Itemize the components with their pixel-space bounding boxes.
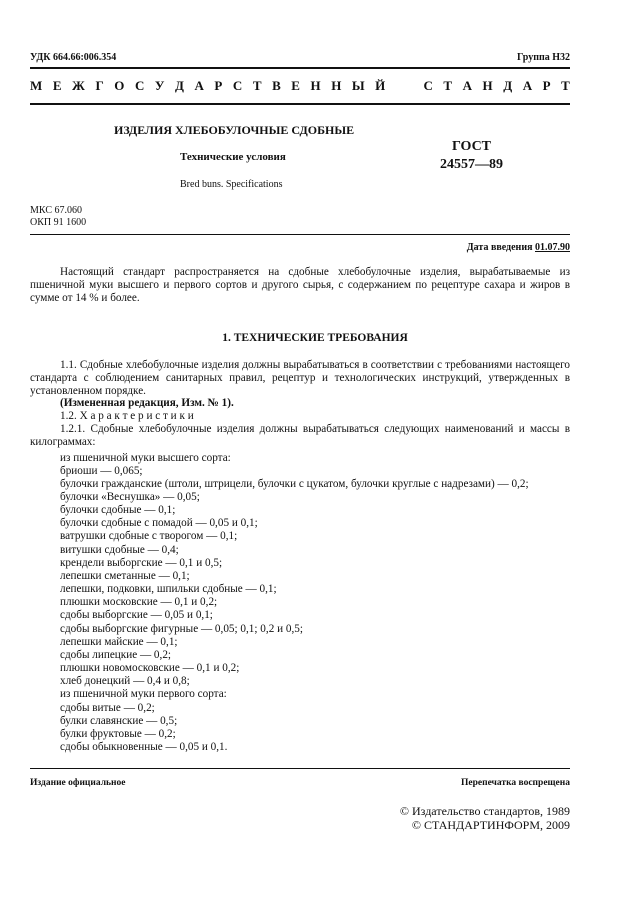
banner-divider bbox=[30, 103, 570, 105]
date-value: 01.07.90 bbox=[535, 242, 570, 253]
list-item: булки славянские — 0,5; bbox=[60, 715, 178, 727]
gost-block bbox=[440, 138, 503, 174]
banner-text: М Е Ж Г О С У Д А Р С Т В Е Н Н Ы Й С Т А Н Д А Р Т bbox=[30, 78, 570, 93]
list-item: плюшки новомосковские — 0,1 и 0,2; bbox=[60, 662, 240, 674]
english-title: Bred buns. Specifications bbox=[180, 179, 283, 190]
list-item: лепешки сметанные — 0,1; bbox=[60, 570, 190, 582]
clause-1-2: 1.2. Х а р а к т е р и с т и к и bbox=[60, 410, 194, 422]
copyright-1989: © Издательство стандартов, 1989 bbox=[399, 804, 570, 818]
group-code: Группа Н32 bbox=[517, 52, 570, 63]
list-item: лепешки майские — 0,1; bbox=[60, 636, 178, 648]
effective-date bbox=[467, 242, 570, 253]
copyright-2009: © СТАНДАРТИНФОРМ, 2009 bbox=[411, 818, 570, 832]
codes-divider bbox=[30, 234, 570, 235]
intro-paragraph: Настоящий стандарт распространяется на сдобные хлебобулочные изделия, вырабатываемые из пшеничной муки высшего и первого сортов и другого сырья, с содержанием по рецептуре сахара и жиров в сумме от 14 % и более. bbox=[30, 266, 570, 304]
list-item: бриоши — 0,065; bbox=[60, 465, 143, 477]
list-item: крендели выборгские — 0,1 и 0,5; bbox=[60, 557, 223, 569]
list-item: булочки гражданские (штоли, штрицели, булочки с цукатом, булочки круглые с надрезами) — 0,2; bbox=[60, 478, 529, 490]
mks-code: МКС 67.060 bbox=[30, 205, 82, 216]
list-item: булочки сдобные с помадой — 0,05 и 0,1; bbox=[60, 517, 258, 529]
list-item: из пшеничной муки высшего сорта: bbox=[60, 452, 231, 464]
official-edition: Издание официальное bbox=[30, 778, 126, 788]
revision-note: (Измененная редакция, Изм. № 1). bbox=[60, 397, 234, 409]
list-item: сдобы выборгские — 0,05 и 0,1; bbox=[60, 609, 213, 621]
list-item: сдобы витые — 0,2; bbox=[60, 702, 155, 714]
date-label: Дата введения bbox=[466, 242, 533, 253]
list-item: лепешки, подковки, шпильки сдобные — 0,1; bbox=[60, 583, 277, 595]
list-item: булочки «Веснушка» — 0,05; bbox=[60, 491, 200, 503]
gost-label: ГОСТ bbox=[451, 139, 492, 154]
clause-1-1: 1.1. Сдобные хлебобулочные изделия должны вырабатываться в соответствии с требованиями настоящего стандарта с соблюдением санитарных правил, рецептур и технологических инструкций, утвержденных в установленном порядке. bbox=[30, 359, 570, 397]
list-item: сдобы выборгские фигурные — 0,05; 0,1; 0,2 и 0,5; bbox=[60, 623, 303, 635]
list-item: витушки сдобные — 0,4; bbox=[60, 544, 179, 556]
footer-divider bbox=[30, 768, 570, 769]
interstate-standard-banner bbox=[30, 78, 570, 94]
section-heading: 1. ТЕХНИЧЕСКИЕ ТРЕБОВАНИЯ bbox=[222, 332, 408, 344]
list-item: плюшки московские — 0,1 и 0,2; bbox=[60, 596, 218, 608]
list-item: из пшеничной муки первого сорта: bbox=[60, 688, 227, 700]
udk-code: УДК 664.66:006.354 bbox=[30, 52, 117, 63]
okp-code: ОКП 91 1600 bbox=[30, 217, 87, 228]
list-item: хлеб донецкий — 0,4 и 0,8; bbox=[60, 675, 190, 687]
list-item: сдобы липецкие — 0,2; bbox=[60, 649, 172, 661]
document-subtitle: Технические условия bbox=[180, 151, 286, 163]
gost-number: 24557—89 bbox=[440, 157, 503, 172]
reprint-notice: Перепечатка воспрещена bbox=[460, 778, 570, 788]
list-item: булки фруктовые — 0,2; bbox=[60, 728, 176, 740]
document-title: ИЗДЕЛИЯ ХЛЕБОБУЛОЧНЫЕ СДОБНЫЕ bbox=[114, 123, 355, 137]
clause-1-2-1: 1.2.1. Сдобные хлебобулочные изделия должны вырабатываться следующих наименований и массы в килограммах: bbox=[30, 423, 570, 448]
list-item: ватрушки сдобные с творогом — 0,1; bbox=[60, 530, 238, 542]
classification-codes bbox=[30, 205, 86, 229]
header-divider bbox=[30, 67, 570, 69]
list-item: булочки сдобные — 0,1; bbox=[60, 504, 176, 516]
list-item: сдобы обыкновенные — 0,05 и 0,1. bbox=[60, 741, 228, 753]
